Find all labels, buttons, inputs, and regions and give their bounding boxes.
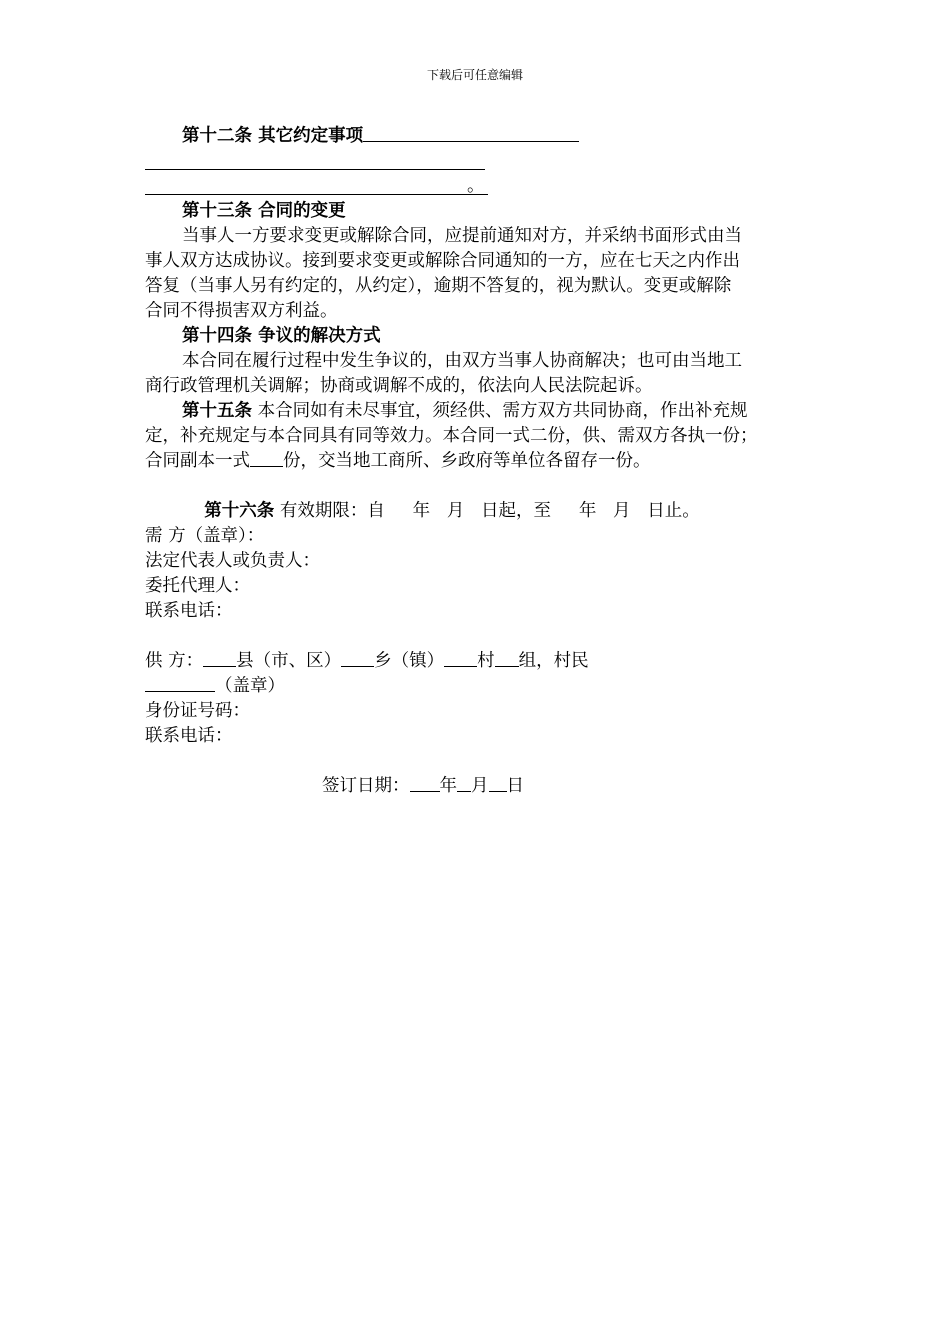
article15-text-3b: 份，交当地工商所、乡政府等单位各留存一份。 — [283, 451, 651, 471]
signing-date-line — [145, 774, 807, 799]
signing-month-blank — [457, 774, 471, 792]
article13-line-4: 合同不得损害双方利益。 — [145, 301, 338, 321]
article16-heading: 第十六条 — [204, 501, 275, 521]
supply-address-line — [145, 649, 807, 674]
article12-heading-line — [145, 124, 807, 149]
article15-line-3 — [145, 449, 807, 474]
supply-county: 县（市、区） — [236, 651, 342, 671]
signing-label: 签订日期： — [322, 776, 410, 796]
demand-label: 需 方（盖章）： — [145, 526, 265, 546]
article13-line-1: 当事人一方要求变更或解除合同，应提前通知对方，并采纳书面形式由当 — [182, 226, 742, 246]
article13-line-2: 事人双方达成协议。接到要求变更或解除合同通知的一方，应在七天之内作出 — [145, 251, 740, 271]
article16-text: 有效期限：自 年 月 日起，至 年 月 日止。 — [274, 501, 700, 521]
article15-heading: 第十五条 — [182, 401, 252, 421]
supply-village-blank — [444, 649, 477, 667]
supply-group-blank — [495, 649, 519, 667]
supply-township-blank — [341, 649, 374, 667]
supply-id-number: 身份证号码： — [145, 701, 250, 721]
article15-text-1: 本合同如有未尽事宜，须经供、需方双方共同协商，作出补充规 — [252, 401, 748, 421]
demand-representative: 法定代表人或负责人： — [145, 551, 320, 571]
article13-line-3: 答复（当事人另有约定的，从约定），逾期不答复的，视为默认。变更或解除 — [145, 276, 732, 296]
signing-month: 月 — [471, 776, 489, 796]
article14-line-2: 商行政管理机关调解；协商或调解不成的，依法向人民法院起诉。 — [145, 376, 653, 396]
supply-county-blank — [203, 649, 236, 667]
article12-end-mark: 。 — [467, 176, 485, 196]
demand-phone: 联系电话： — [145, 601, 233, 621]
article12-blank-1 — [363, 124, 579, 142]
supply-label: 供 方： — [145, 651, 204, 671]
signing-year-blank — [410, 774, 440, 792]
article12-blank-line-3 — [145, 174, 807, 199]
article15-line-1 — [145, 399, 807, 424]
supply-name-blank — [145, 674, 215, 692]
signing-day-blank — [489, 774, 507, 792]
article12-blank-3 — [145, 194, 488, 195]
article15-copies-blank — [250, 449, 283, 467]
article15-line-2: 定，补充规定与本合同具有同等效力。本合同一式二份，供、需双方各执一份； — [145, 426, 758, 446]
article14-line-1: 本合同在履行过程中发生争议的，由双方当事人协商解决；也可由当地工 — [182, 351, 742, 371]
article12-heading: 第十二条 其它约定事项 — [182, 126, 364, 146]
article14-heading: 第十四条 争议的解决方式 — [182, 326, 381, 346]
supply-village: 村 — [477, 651, 495, 671]
article16-line — [145, 474, 807, 521]
supply-phone: 联系电话： — [145, 726, 233, 746]
article15-text-3a: 合同副本一式 — [145, 451, 250, 471]
contract-body — [145, 124, 807, 799]
page-header-note: 下载后可任意编辑 — [426, 68, 523, 82]
supply-seal: （盖章） — [215, 676, 285, 696]
signing-year: 年 — [439, 776, 457, 796]
article12-blank-line-2 — [145, 149, 807, 174]
supply-township: 乡（镇） — [374, 651, 445, 671]
demand-agent: 委托代理人： — [145, 576, 250, 596]
supply-group: 组，村民 — [518, 651, 589, 671]
article12-blank-2 — [145, 169, 485, 170]
supply-seal-line — [145, 674, 807, 699]
article13-heading: 第十三条 合同的变更 — [182, 201, 346, 221]
signing-day: 日 — [506, 776, 524, 796]
